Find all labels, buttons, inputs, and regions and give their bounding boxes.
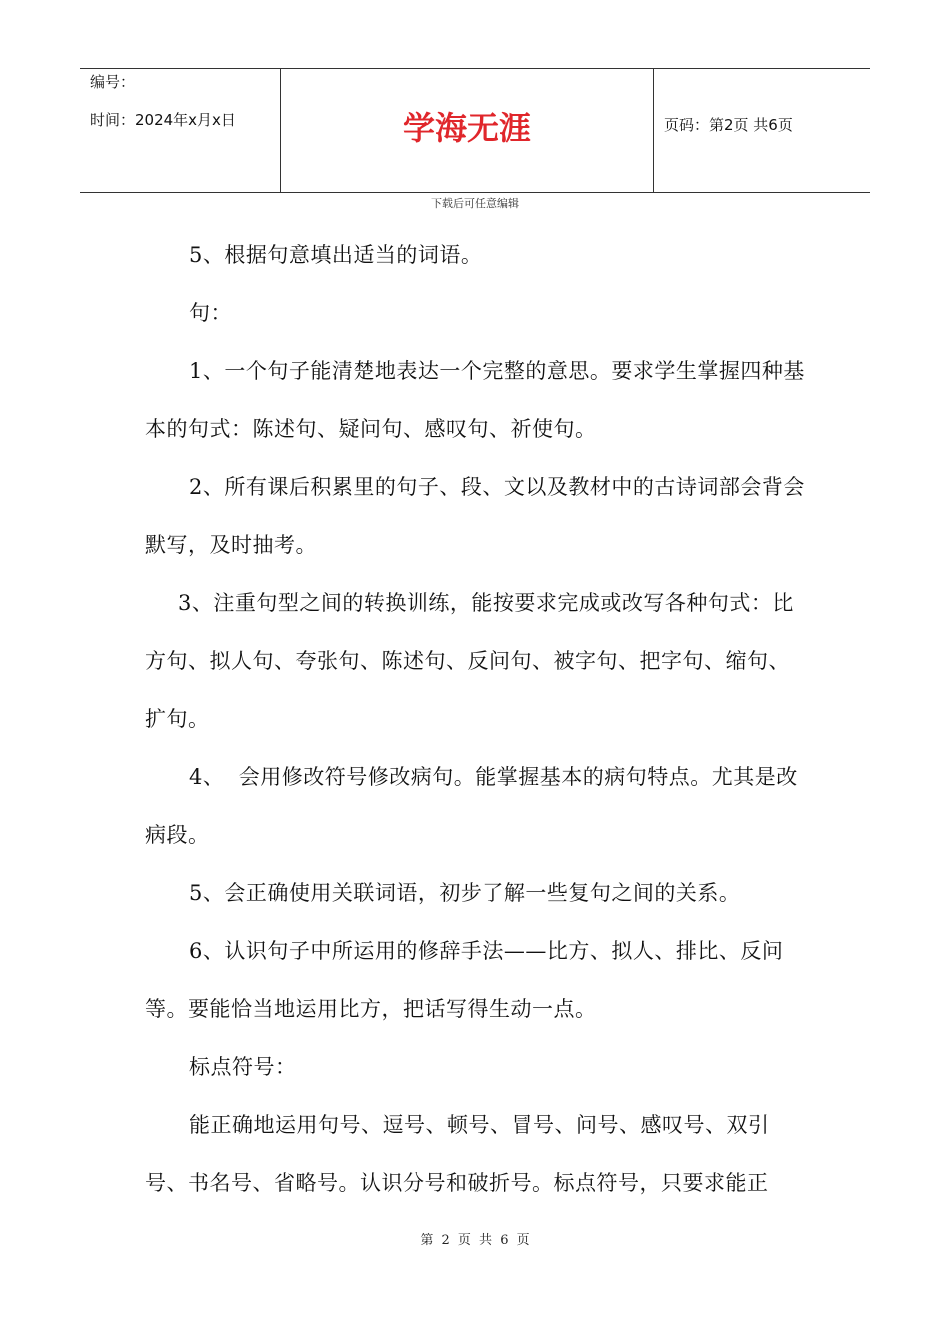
paragraph: 句： [189,301,232,325]
paragraph: 标点符号： [189,1055,297,1079]
paragraph: 5、会正确使用关联词语，初步了解一些复句之间的关系。 [189,881,741,905]
paragraph: 2、所有课后积累里的句子、段、文以及教材中的古诗词部会背会默写，及时抽考。 [145,475,805,557]
page-info: 页码：第2页 共6页 [664,116,793,134]
header-right-cell [654,69,870,192]
paragraph: 4、 会用修改符号修改病句。能掌握基本的病句特点。尤其是改病段。 [145,765,798,847]
paragraph: 1、一个句子能清楚地表达一个完整的意思。要求学生掌握四种基本的句式：陈述句、疑问句、感叹句、祈使句。 [145,359,805,441]
paragraph: 能正确地运用句号、逗号、顿号、冒号、问号、感叹号、双引号、书名号、省略号。认识分号和破折号。标点符号，只要求能正 [145,1113,770,1195]
paragraph: 6、认识句子中所运用的修辞手法——比方、拟人、排比、反问等。要能恰当地运用比方，把话写得生动一点。 [145,939,784,1021]
brand-title: 学海无涯 [402,109,531,147]
time-label: 时间：2024年x月x日 [90,111,236,129]
header-middle-cell [281,69,654,192]
paragraph: 5、根据句意填出适当的词语。 [189,243,483,267]
header-left-cell [80,69,281,192]
number-label: 编号： [90,73,136,91]
header-table [80,68,870,193]
paragraph: 3、注重句型之间的转换训练，能按要求完成或改写各种句式：比方句、拟人句、夸张句、陈述句、反问句、被字句、把字句、缩句、扩句。 [145,591,794,731]
page-footer: 第 2 页 共 6 页 [420,1233,530,1248]
document-body [145,226,810,1212]
edit-note: 下载后可任意编辑 [431,197,519,210]
